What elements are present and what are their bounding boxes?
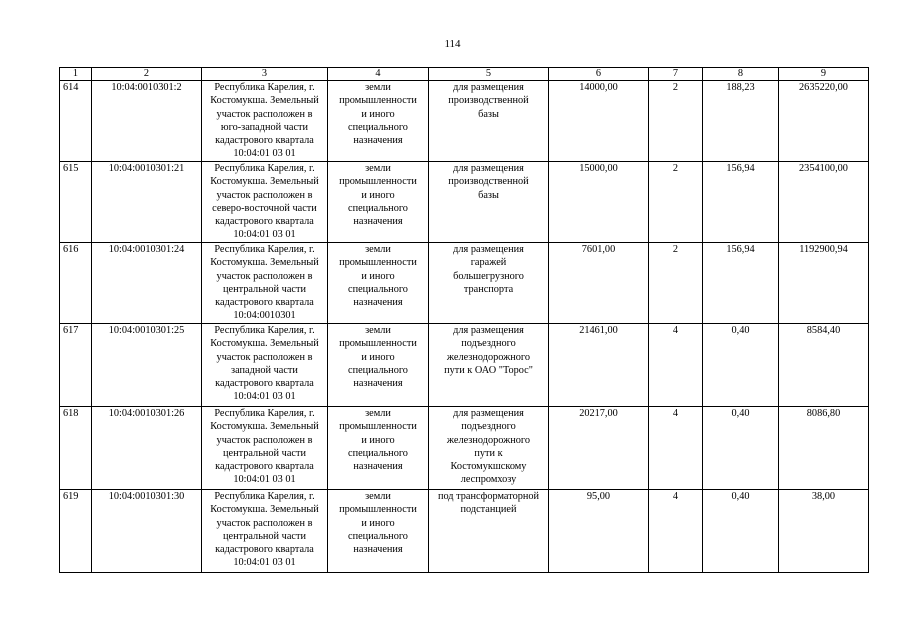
- column-7-cell: 4: [649, 324, 703, 407]
- permitted-use-cell-line: производственной: [448, 95, 529, 107]
- permitted-use-cell-line: транспорта: [463, 283, 514, 295]
- permitted-use-cell-line: гаражей: [470, 257, 507, 269]
- location-cell-line: кадастрового квартала: [215, 544, 314, 556]
- location-cell-line: центральной части: [223, 530, 306, 542]
- location-cell-line: кадастрового квартала: [215, 461, 314, 473]
- cadastral-number-cell: 10:04:0010301:24: [92, 243, 202, 324]
- column-9-cell: 8584,40: [779, 324, 869, 407]
- land-category-cell-line: земли: [365, 491, 391, 502]
- column-7-cell: 4: [649, 490, 703, 573]
- land-category-cell-line: земли: [365, 325, 391, 336]
- column-9-cell: 2635220,00: [779, 81, 869, 162]
- location-cell-line: западной части: [231, 364, 298, 376]
- cadastral-number-cell: 10:04:0010301:25: [92, 324, 202, 407]
- land-category-cell-line: земли: [365, 82, 391, 93]
- cadastral-number-cell: 10:04:0010301:26: [92, 407, 202, 490]
- location-cell-line: Костомукша. Земельный: [210, 257, 319, 269]
- location-cell-line: Костомукша. Земельный: [210, 421, 319, 433]
- permitted-use-cell: [429, 407, 549, 490]
- land-category-cell: [328, 407, 429, 490]
- permitted-use-cell: [429, 162, 549, 243]
- land-category-cell-line: назначения: [353, 216, 403, 228]
- location-cell-line: 10:04:01 03 01: [233, 391, 296, 403]
- table-row: [60, 162, 869, 243]
- permitted-use-cell-line: для размещения: [453, 163, 524, 174]
- column-9-cell: 8086,80: [779, 407, 869, 490]
- location-cell-line: участок расположен в: [216, 270, 313, 282]
- column-header-1: 1: [60, 68, 92, 81]
- permitted-use-cell-line: Костомукшскому: [450, 461, 527, 473]
- column-header-8: 8: [703, 68, 779, 81]
- table-row: [60, 407, 869, 490]
- permitted-use-cell: [429, 490, 549, 573]
- land-category-cell-line: промышленности: [339, 421, 417, 433]
- location-cell: [202, 162, 328, 243]
- column-header-2: 2: [92, 68, 202, 81]
- land-category-cell-line: специального: [348, 530, 408, 542]
- page-number: 114: [444, 38, 461, 50]
- permitted-use-cell-line: для размещения: [453, 325, 524, 336]
- land-category-cell-line: назначения: [353, 297, 403, 309]
- permitted-use-cell-line: для размещения: [453, 244, 524, 255]
- location-cell-line: Республика Карелия, г.: [214, 82, 315, 93]
- location-cell-line: кадастрового квартала: [215, 216, 314, 228]
- location-cell-line: Костомукша. Земельный: [210, 95, 319, 107]
- location-cell-line: участок расположен в: [216, 351, 313, 363]
- column-header-6: 6: [549, 68, 649, 81]
- land-category-cell-line: специального: [348, 202, 408, 214]
- column-7-cell: 2: [649, 81, 703, 162]
- land-plots-table: [59, 67, 869, 573]
- column-7-cell: 2: [649, 243, 703, 324]
- land-category-cell-line: назначения: [353, 135, 403, 147]
- land-category-cell-line: промышленности: [339, 95, 417, 107]
- location-cell-line: участок расположен в: [216, 517, 313, 529]
- location-cell-line: участок расположен в: [216, 189, 313, 201]
- location-cell-line: Республика Карелия, г.: [214, 325, 315, 336]
- column-8-cell: 156,94: [703, 243, 779, 324]
- land-category-cell-line: и иного: [361, 108, 395, 120]
- column-8-cell: 188,23: [703, 81, 779, 162]
- column-9-cell: 38,00: [779, 490, 869, 573]
- permitted-use-cell-line: железнодорожного: [446, 434, 531, 446]
- land-category-cell-line: специального: [348, 121, 408, 133]
- location-cell-line: 10:04:01 03 01: [233, 474, 296, 486]
- column-7-cell: 2: [649, 162, 703, 243]
- cadastral-number-cell: 10:04:0010301:30: [92, 490, 202, 573]
- area-cell: 7601,00: [549, 243, 649, 324]
- land-category-cell-line: промышленности: [339, 176, 417, 188]
- permitted-use-cell-line: подъездного: [461, 421, 516, 433]
- location-cell-line: северо-восточной части: [212, 202, 317, 214]
- permitted-use-cell: [429, 81, 549, 162]
- location-cell-line: Республика Карелия, г.: [214, 163, 315, 174]
- area-cell: 21461,00: [549, 324, 649, 407]
- location-cell-line: юго-западной части: [220, 121, 309, 133]
- permitted-use-cell-line: пути к ОАО "Торос": [444, 364, 533, 376]
- permitted-use-cell-line: пути к: [474, 447, 503, 459]
- location-cell: [202, 407, 328, 490]
- area-cell: 14000,00: [549, 81, 649, 162]
- location-cell-line: 10:04:01 03 01: [233, 557, 296, 569]
- column-header-3: 3: [202, 68, 328, 81]
- table-row: [60, 243, 869, 324]
- permitted-use-cell-line: железнодорожного: [446, 351, 531, 363]
- land-category-cell: [328, 324, 429, 407]
- location-cell-line: участок расположен в: [216, 108, 313, 120]
- row-number-cell: 617: [60, 324, 92, 407]
- area-cell: 20217,00: [549, 407, 649, 490]
- land-category-cell-line: и иного: [361, 517, 395, 529]
- land-category-cell: [328, 490, 429, 573]
- table-header-row: [60, 68, 869, 81]
- row-number-cell: 619: [60, 490, 92, 573]
- permitted-use-cell-line: подстанцией: [460, 504, 517, 516]
- land-category-cell-line: и иного: [361, 189, 395, 201]
- location-cell: [202, 490, 328, 573]
- location-cell-line: кадастрового квартала: [215, 297, 314, 309]
- column-7-cell: 4: [649, 407, 703, 490]
- permitted-use-cell-line: большегрузного: [453, 270, 524, 282]
- column-9-cell: 1192900,94: [779, 243, 869, 324]
- location-cell-line: кадастрового квартала: [215, 135, 314, 147]
- table-row: [60, 81, 869, 162]
- column-8-cell: 156,94: [703, 162, 779, 243]
- cadastral-number-cell: 10:04:0010301:21: [92, 162, 202, 243]
- land-category-cell-line: промышленности: [339, 338, 417, 350]
- land-category-cell-line: специального: [348, 364, 408, 376]
- land-category-cell: [328, 243, 429, 324]
- column-header-9: 9: [779, 68, 869, 81]
- land-category-cell-line: и иного: [361, 434, 395, 446]
- location-cell-line: 10:04:01 03 01: [233, 148, 296, 160]
- column-header-5: 5: [429, 68, 549, 81]
- cadastral-number-cell: 10:04:0010301:2: [92, 81, 202, 162]
- column-header-4: 4: [328, 68, 429, 81]
- location-cell-line: центральной части: [223, 283, 306, 295]
- row-number-cell: 614: [60, 81, 92, 162]
- land-category-cell-line: назначения: [353, 461, 403, 473]
- column-8-cell: 0,40: [703, 490, 779, 573]
- permitted-use-cell-line: для размещения: [453, 82, 524, 93]
- column-header-7: 7: [649, 68, 703, 81]
- location-cell-line: 10:04:0010301: [233, 310, 296, 322]
- area-cell: 95,00: [549, 490, 649, 573]
- location-cell-line: Республика Карелия, г.: [214, 408, 315, 419]
- table-row: [60, 324, 869, 407]
- row-number-cell: 616: [60, 243, 92, 324]
- permitted-use-cell: [429, 324, 549, 407]
- location-cell: [202, 243, 328, 324]
- land-category-cell-line: назначения: [353, 378, 403, 390]
- permitted-use-cell-line: под трансформаторной: [437, 491, 540, 502]
- land-category-cell-line: земли: [365, 163, 391, 174]
- land-category-cell-line: специального: [348, 447, 408, 459]
- land-category-cell-line: специального: [348, 283, 408, 295]
- location-cell-line: Костомукша. Земельный: [210, 338, 319, 350]
- area-cell: 15000,00: [549, 162, 649, 243]
- column-8-cell: 0,40: [703, 407, 779, 490]
- table-body: [60, 81, 869, 573]
- row-number-cell: 615: [60, 162, 92, 243]
- land-category-cell: [328, 81, 429, 162]
- table-row: [60, 490, 869, 573]
- land-category-cell-line: промышленности: [339, 257, 417, 269]
- land-category-cell-line: и иного: [361, 270, 395, 282]
- location-cell: [202, 81, 328, 162]
- permitted-use-cell-line: производственной: [448, 176, 529, 188]
- location-cell-line: 10:04:01 03 01: [233, 229, 296, 241]
- land-category-cell-line: назначения: [353, 544, 403, 556]
- location-cell-line: Республика Карелия, г.: [214, 491, 315, 502]
- permitted-use-cell-line: для размещения: [453, 408, 524, 419]
- location-cell-line: центральной части: [223, 447, 306, 459]
- land-category-cell-line: земли: [365, 408, 391, 419]
- permitted-use-cell-line: подъездного: [461, 338, 516, 350]
- land-category-cell-line: и иного: [361, 351, 395, 363]
- permitted-use-cell-line: леспромхозу: [460, 474, 517, 486]
- land-category-cell-line: земли: [365, 244, 391, 255]
- land-category-cell-line: промышленности: [339, 504, 417, 516]
- permitted-use-cell-line: базы: [478, 189, 499, 201]
- location-cell-line: Костомукша. Земельный: [210, 176, 319, 188]
- location-cell-line: участок расположен в: [216, 434, 313, 446]
- permitted-use-cell-line: базы: [478, 108, 499, 120]
- location-cell-line: Республика Карелия, г.: [214, 244, 315, 255]
- permitted-use-cell: [429, 243, 549, 324]
- column-9-cell: 2354100,00: [779, 162, 869, 243]
- row-number-cell: 618: [60, 407, 92, 490]
- location-cell: [202, 324, 328, 407]
- land-category-cell: [328, 162, 429, 243]
- column-8-cell: 0,40: [703, 324, 779, 407]
- location-cell-line: кадастрового квартала: [215, 378, 314, 390]
- location-cell-line: Костомукша. Земельный: [210, 504, 319, 516]
